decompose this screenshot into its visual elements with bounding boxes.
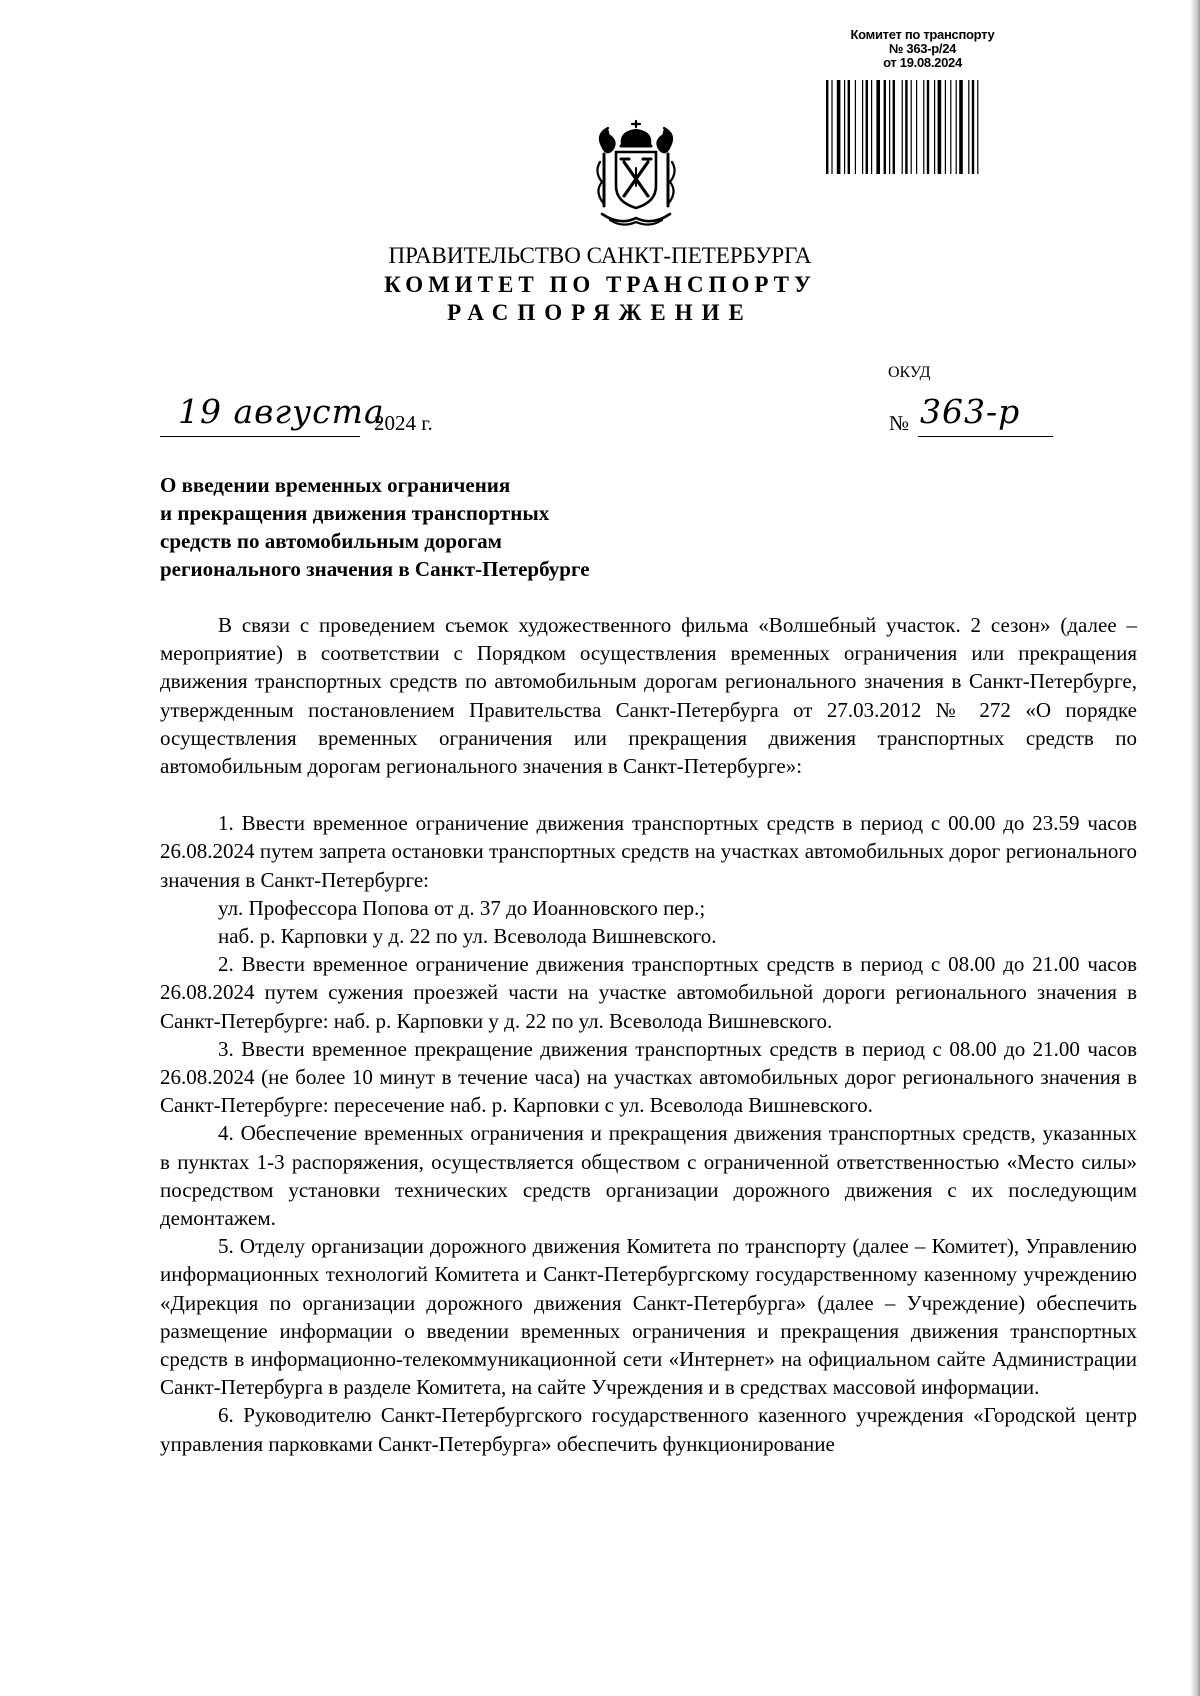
subject-line: и прекращения движения транспортных: [160, 501, 550, 525]
barcode-bar: [855, 80, 856, 174]
item-3: 3. Ввести временное прекращение движения транспортных средств в период с 08.00 до 21.00 часов 26.08.2024 (не более 10 минут в течение часа) на участках автомобильных дорог регионального значения в Санкт-Петербурге: пересечение наб. р. Карповки с ул. Всеволода Вишневского.: [160, 1036, 1137, 1118]
barcode-bar: [884, 80, 886, 174]
barcode-bar: [831, 80, 832, 174]
item-1-street-a: ул. Профессора Попова от д. 37 до Иоанновского пер.;: [218, 895, 706, 920]
subject-line: средств по автомобильным дорогам: [160, 529, 502, 553]
barcode-bar: [911, 80, 912, 174]
barcode-bar: [844, 80, 845, 174]
barcode-bar: [848, 80, 850, 174]
barcode-bar: [893, 80, 895, 174]
barcode-bar: [923, 80, 924, 174]
item-6: 6. Руководителю Санкт-Петербургского государственного казенного учреждения «Городской центр управления парковками Санкт-Петербурга» обеспечить функционирование: [160, 1403, 1137, 1456]
barcode-bar: [945, 80, 946, 174]
barcode-bar: [916, 80, 917, 174]
preamble-paragraph: В связи с проведением съемок художественного фильма «Волшебный участок. 2 сезон» (далее – мероприятие) в соответствии с Порядком осуществления временных ограничения или прекращения движения транспортных средств по автомобильным дорогам регионального значения в Санкт-Петербурге, утвержденным постановлением Правительства Санкт-Петербурга от 27.03.2012 № 272 «О порядке осуществления временных ограничения или прекращения движения транспортных средств по автомобильным дорогам регионального значения в Санкт-Петербурге»:: [160, 613, 1137, 779]
barcode-bar: [871, 80, 872, 174]
item-5: 5. Отделу организации дорожного движения Комитета по транспорту (далее – Комитет), Управлению информационных технологий Комитета и Санкт-Петербургскому государственному казенному учреждению «Дирекция по организации дорожного движения Санкт-Петербурга» (далее – Учреждение) обеспечить размещение информации о введении временных ограничения и прекращения движения транспортных средств в информационно-телекоммуникационной сети «Интернет» на официальном сайте Администрации Санкт-Петербурга в разделе Комитета, на сайте Учреждения и в средствах массовой информации.: [160, 1234, 1137, 1400]
barcode-bar: [862, 80, 863, 174]
barcode-bar: [934, 80, 935, 174]
barcode-icon: [826, 80, 1026, 174]
stamp-committee: Комитет по транспорту: [850, 27, 995, 42]
barcode-bar: [826, 80, 828, 174]
government-title: ПРАВИТЕЛЬСТВО САНКТ-ПЕТЕРБУРГА: [388, 243, 812, 268]
item-2: 2. Ввести временное ограничение движения транспортных средств в период с 08.00 до 21.00 часов 26.08.2024 путем сужения проезжей части на участке автомобильной дороги регионального значения в Санкт-Петербурге: наб. р. Карповки у д. 22 по ул. Всеволода Вишневского.: [160, 952, 1137, 1033]
item-1: 1. Ввести временное ограничение движения транспортных средств в период с 00.00 до 23.59 часов 26.08.2024 путем запрета остановки транспортных средств на участках автомобильных дорог регионального значения в Санкт-Петербурге:: [160, 811, 1137, 892]
barcode-bar: [866, 80, 868, 174]
scan-edge-shadow: [1190, 0, 1200, 1696]
number-sign: №: [889, 411, 910, 435]
barcode-bar: [905, 80, 907, 174]
document-type: РАСПОРЯЖЕНИЕ: [447, 300, 753, 325]
barcode-bar: [902, 80, 903, 174]
okud-label: ОКУД: [888, 364, 931, 381]
item-4: 4. Обеспечение временных ограничения и прекращения движения транспортных средств, указанных в пунктах 1-3 распоряжения, осуществляется обществом с ограниченной ответственностью «Место силы» посредством установки технических средств организации дорожного движения с их последующим демонтажем.: [160, 1121, 1137, 1231]
committee-title: КОМИТЕТ ПО ТРАНСПОРТУ: [384, 272, 816, 297]
coat-of-arms-icon: [588, 118, 684, 232]
handwritten-date: 19 августа: [178, 392, 385, 431]
barcode-bar: [972, 80, 974, 174]
item-1-street-b: наб. р. Карповки у д. 22 по ул. Всеволода Вишневского.: [218, 924, 717, 949]
barcode-bar: [950, 80, 951, 174]
handwritten-number: 363-р: [920, 392, 1021, 431]
registration-stamp: [820, 28, 1025, 70]
document-body: [160, 611, 1137, 1458]
number-field: [918, 392, 1053, 437]
barcode-bar: [876, 80, 880, 174]
subject-line: О введении временных ограничения: [160, 473, 511, 497]
date-year: 2024 г.: [374, 411, 433, 435]
date-field: [160, 392, 385, 437]
barcode-bar: [977, 80, 978, 174]
barcode-bar: [959, 80, 963, 174]
document-subject: [160, 471, 590, 583]
barcode-bar: [968, 80, 969, 174]
barcode-bar: [956, 80, 957, 174]
stamp-date: от 19.08.2024: [883, 55, 962, 70]
barcode-bar: [927, 80, 929, 174]
barcode-bar: [889, 80, 890, 174]
barcode-bar: [938, 80, 942, 174]
subject-line: регионального значения в Санкт-Петербурге: [160, 557, 590, 581]
barcode-bar: [837, 80, 841, 174]
stamp-number: № 363-р/24: [888, 41, 957, 56]
